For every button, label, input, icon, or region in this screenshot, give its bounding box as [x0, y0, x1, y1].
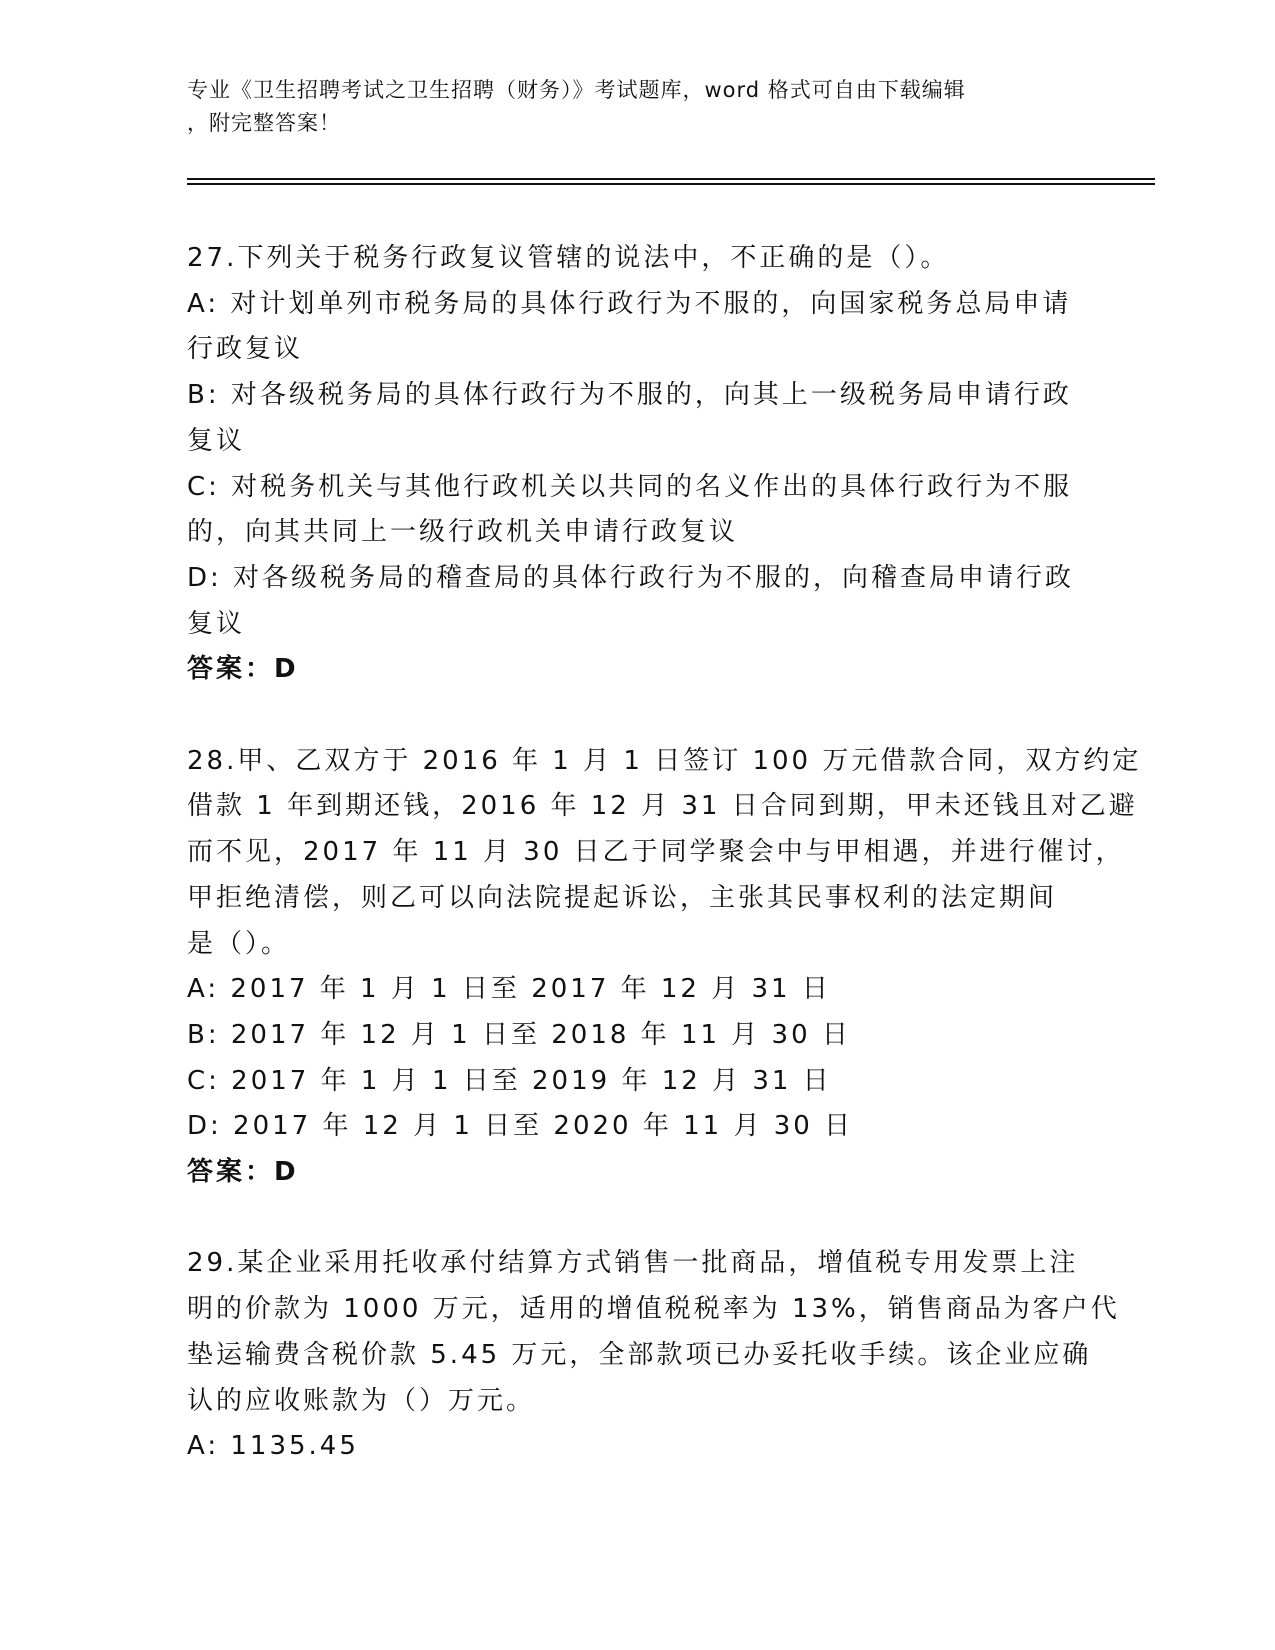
option-line: D: 2017 年 12 月 1 日至 2020 年 11 月 30 日: [187, 1111, 854, 1142]
question-stem-line: 垫运输费含税价款 5.45 万元，全部款项已办妥托收手续。该企业应确: [187, 1339, 1092, 1370]
option-line: 复议: [187, 425, 246, 456]
question-stem-line: 甲拒绝清偿，则乙可以向法院提起诉讼，主张其民事权利的法定期间: [187, 882, 1058, 913]
option-line: B: 2017 年 12 月 1 日至 2018 年 11 月 30 日: [187, 1019, 851, 1050]
option-line: A: 对计划单列市税务局的具体行政行为不服的，向国家税务总局申请: [187, 288, 1072, 319]
question-stem-line: 是（）。: [187, 928, 291, 959]
question-list: [187, 236, 1142, 1470]
header-line-1: 专业《卫生招聘考试之卫生招聘（财务）》考试题库，word 格式可自由下载编辑: [187, 78, 966, 102]
option-line: B: 对各级税务局的具体行政行为不服的，向其上一级税务局申请行政: [187, 380, 1072, 411]
question-stem-line: 借款 1 年到期还钱，2016 年 12 月 31 日合同到期，甲未还钱且对乙避: [187, 791, 1138, 822]
option-line: 复议: [187, 608, 246, 639]
question-spacer: [187, 693, 1087, 739]
question-stem-line: 27.下列关于税务行政复议管辖的说法中，不正确的是（）。: [187, 243, 950, 273]
question-stem-line: 认的应收账款为（）万元。: [187, 1385, 536, 1416]
question-block: [187, 739, 1142, 1196]
question-stem-line: 29.某企业采用托收承付结算方式销售一批商品，增值税专用发票上注: [187, 1248, 1079, 1279]
option-line: D: 对各级税务局的稽查局的具体行政行为不服的，向稽查局申请行政: [187, 562, 1075, 593]
header-line-2: ，附完整答案！: [187, 111, 341, 135]
option-line: A: 2017 年 1 月 1 日至 2017 年 12 月 31 日: [187, 974, 831, 1005]
option-line: C: 对税务机关与其他行政机关以共同的名义作出的具体行政行为不服: [187, 471, 1073, 502]
question-stem-line: 而不见，2017 年 11 月 30 日乙于同学聚会中与甲相遇，并进行催讨，: [187, 837, 1125, 868]
option-line: 行政复议: [187, 334, 304, 365]
question-stem-line: 明的价款为 1000 万元，适用的增值税税率为 13%，销售商品为客户代: [187, 1294, 1120, 1325]
question-block: [187, 1241, 1120, 1470]
question-block: [187, 236, 1087, 693]
question-spacer: [187, 1196, 1087, 1242]
header-divider-top: [187, 178, 1155, 180]
option-line: 的，向其共同上一级行政机关申请行政复议: [187, 517, 739, 548]
header-divider-bottom: [187, 183, 1155, 185]
document-header: [187, 74, 1067, 140]
option-line: C: 2017 年 1 月 1 日至 2019 年 12 月 31 日: [187, 1065, 832, 1096]
answer-line: 答案：D: [187, 1157, 299, 1188]
option-line: A: 1135.45: [187, 1431, 359, 1462]
answer-line: 答案：D: [187, 654, 299, 685]
question-stem-line: 28.甲、乙双方于 2016 年 1 月 1 日签订 100 万元借款合同，双方约定: [187, 745, 1142, 776]
